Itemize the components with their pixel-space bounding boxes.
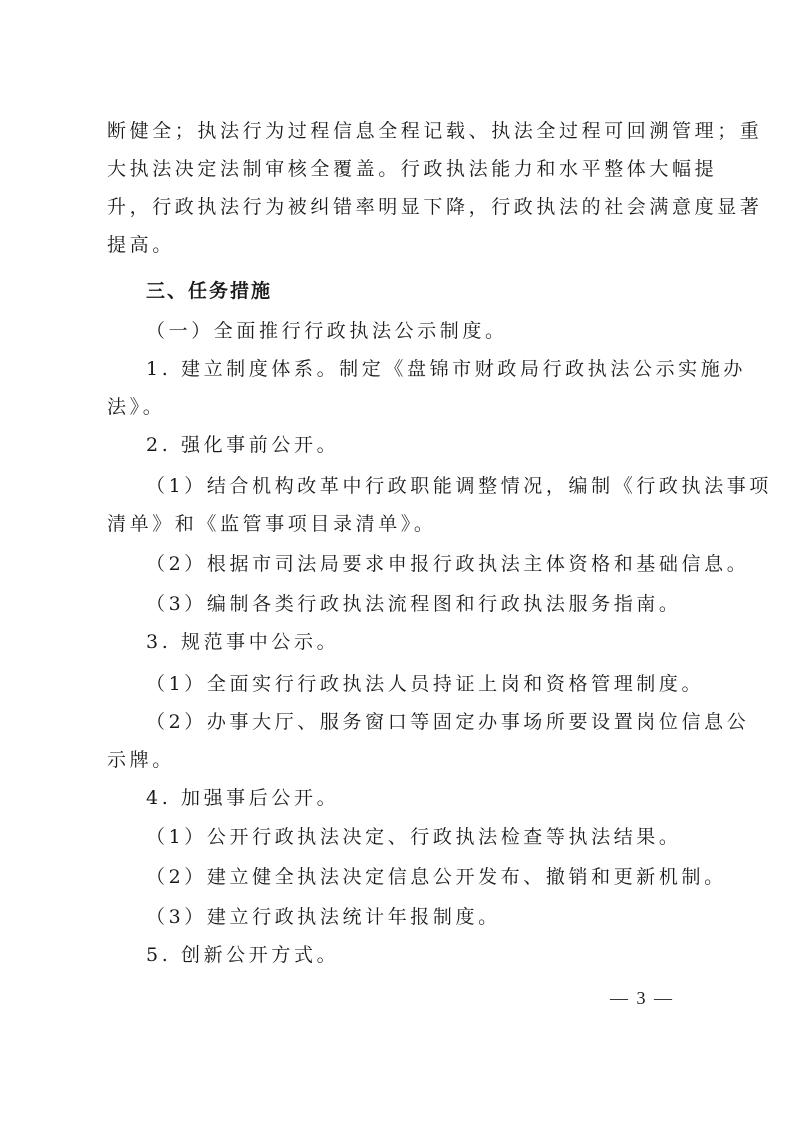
list-subitem: （3）编制各类行政执法流程图和行政执法服务指南。 [146, 593, 682, 615]
page-number: — 3 — [610, 988, 674, 1008]
list-subitem: （2）建立健全执法决定信息公开发布、撤销和更新机制。 [146, 866, 727, 888]
paragraph-line: 升，行政执法行为被纠错率明显下降，行政执法的社会满意度显著 [107, 196, 763, 218]
list-item: 3. 规范事中公示。 [146, 631, 340, 653]
list-subitem: （1）公开行政执法决定、行政执法检查等执法结果。 [146, 826, 682, 848]
list-subitem-continuation: 示牌。 [107, 749, 175, 771]
list-subitem: （2）根据市司法局要求申报行政执法主体资格和基础信息。 [146, 553, 750, 575]
paragraph-line: 断健全；执法行为过程信息全程记载、执法全过程可回溯管理；重 [107, 120, 763, 142]
list-subitem: （1）全面实行行政执法人员持证上岗和资格管理制度。 [146, 673, 705, 695]
list-item-continuation: 法》。 [107, 396, 166, 418]
paragraph-line: 大执法决定法制审核全覆盖。行政执法能力和水平整体大幅提 [107, 158, 718, 180]
list-subitem-continuation: 清单》和《监管事项目录清单》。 [107, 513, 437, 535]
list-item: 2. 强化事前公开。 [146, 434, 340, 456]
list-item: 5. 创新公开方式。 [146, 944, 340, 966]
subsection-heading: （一）全面推行行政执法公示制度。 [146, 320, 508, 342]
paragraph-line: 提高。 [107, 234, 175, 256]
list-subitem: （3）建立行政执法统计年报制度。 [146, 906, 501, 928]
list-item: 4. 加强事后公开。 [146, 787, 340, 809]
list-subitem: （1）结合机构改革中行政职能调整情况，编制《行政执法事项 [146, 475, 772, 497]
list-item: 1. 建立制度体系。制定《盘锦市财政局行政执法公示实施办 [146, 358, 746, 380]
list-subitem: （2）办事大厅、服务窗口等固定办事场所要设置岗位信息公 [146, 711, 750, 733]
section-heading: 三、任务措施 [146, 280, 273, 302]
